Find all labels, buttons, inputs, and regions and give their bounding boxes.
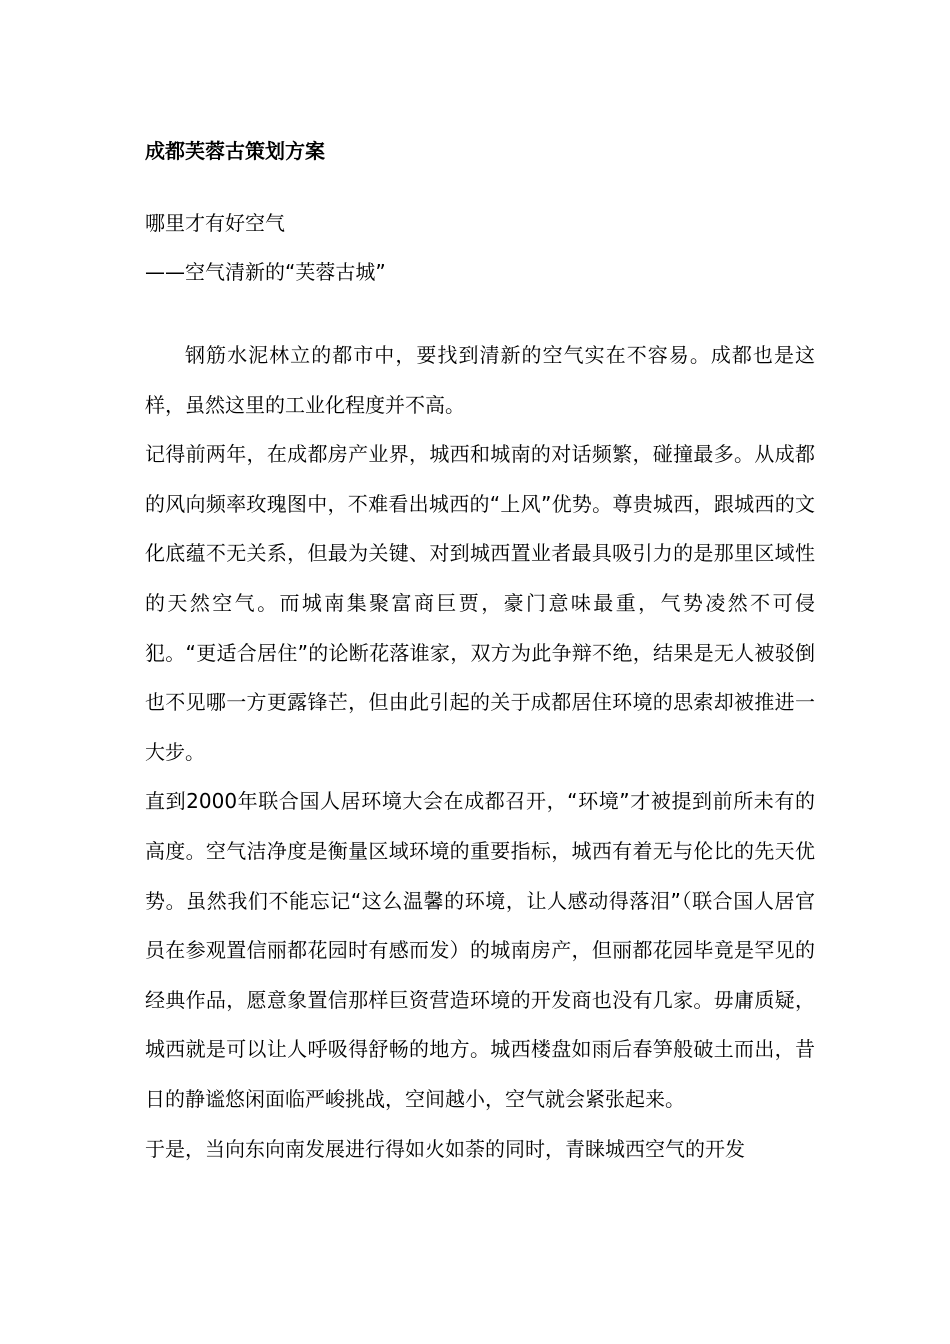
document-subheading: ——空气清新的“芙蓉古城” bbox=[145, 260, 386, 284]
paragraph-4: 于是，当向东向南发展进行得如火如荼的同时，青睐城西空气的开发 bbox=[145, 1136, 745, 1161]
document-body bbox=[145, 331, 815, 1174]
paragraph-1: 钢筋水泥林立的都市中，要找到清新的空气实在不容易。成都也是这样，虽然这里的工业化程度并不高。 bbox=[145, 343, 815, 417]
paragraph-3: 直到2000年联合国人居环境大会在成都召开，“环境”才被提到前所未有的高度。空气洁净度是衡量区域环境的重要指标，城西有着无与伦比的先天优势。虽然我们不能忘记“这么温馨的环境，让人感动得落泪”（联合国人居官员在参观置信丽都花园时有感而发）的城南房产，但丽都花园毕竟是罕见的经典作品，愿意象置信那样巨资营造环境的开发商也没有几家。毋庸质疑，城西就是可以让人呼吸得舒畅的地方。城西楼盘如雨后春笋般破土而出，昔日的静谧悠闲面临严峻挑战，空间越小，空气就会紧张起来。 bbox=[145, 789, 815, 1111]
document-subtitle: 哪里才有好空气 bbox=[145, 211, 285, 235]
document-title: 成都芙蓉古策划方案 bbox=[145, 139, 325, 163]
paragraph-2: 记得前两年，在成都房产业界，城西和城南的对话频繁，碰撞最多。从成都的风向频率玫瑰图中，不难看出城西的“上风”优势。尊贵城西，跟城西的文化底蕴不无关系，但最为关键、对到城西置业者最具吸引力的是那里区域性的天然空气。而城南集聚富商巨贾，豪门意味最重，气势凌然不可侵犯。“更适合居住”的论断花落谁家，双方为此争辩不绝，结果是无人被驳倒也不见哪一方更露锋芒，但由此引起的关于成都居住环境的思索却被推进一大步。 bbox=[145, 442, 815, 764]
